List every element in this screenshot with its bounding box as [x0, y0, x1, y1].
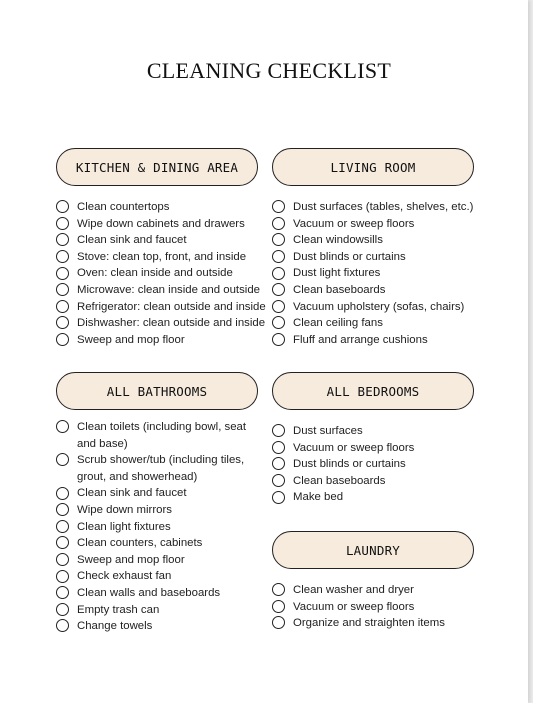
living-room-checklist [272, 199, 473, 348]
checkbox-icon[interactable] [56, 453, 69, 466]
checklist-item-label: Clean windowsills [293, 234, 383, 247]
section-heading-kitchen [56, 148, 258, 186]
checkbox-icon[interactable] [56, 233, 69, 246]
checklist-item [272, 199, 473, 216]
checklist-item [56, 299, 266, 316]
checklist-item [56, 282, 266, 299]
checklist-item-label: Vacuum upholstery (sofas, chairs) [293, 300, 465, 313]
checklist-item [272, 423, 414, 440]
checklist-item [56, 485, 267, 502]
checklist-item [272, 582, 445, 599]
checklist-item [56, 519, 267, 536]
checkbox-icon[interactable] [56, 300, 69, 313]
checklist-item-label: Clean ceiling fans [293, 317, 383, 330]
section-heading-label: LIVING ROOM [330, 159, 416, 175]
checklist-item-label: Clean countertops [77, 201, 170, 213]
checklist-item [272, 315, 473, 332]
checklist-item-label: Dust blinds or curtains [293, 458, 406, 471]
checklist-item [272, 216, 473, 233]
checklist-item [272, 440, 414, 457]
checklist-item-label: Wipe down cabinets and drawers [77, 217, 245, 230]
section-heading-living-room [272, 148, 474, 186]
checklist-item-label: Dust surfaces (tables, shelves, etc.) [293, 201, 474, 213]
checklist-item-label: Clean light fixtures [77, 520, 171, 533]
checklist-item [56, 602, 267, 619]
checklist-item-label: Stove: clean top, front, and inside [77, 250, 247, 263]
checklist-item [56, 199, 266, 216]
checklist-item-label: Scrub shower/tub (including tiles, grout, and showerhead) [77, 454, 245, 483]
checklist-item-label: Dust surfaces [293, 425, 363, 437]
section-heading-bathrooms [56, 372, 258, 410]
checklist-item [56, 265, 266, 282]
checkbox-icon[interactable] [56, 316, 69, 329]
checklist-item [272, 615, 445, 632]
section-heading-laundry [272, 531, 474, 569]
checklist-item [56, 535, 267, 552]
section-heading-bedrooms [272, 372, 474, 410]
checkbox-icon[interactable] [272, 333, 285, 346]
checklist-item [272, 599, 445, 616]
checkbox-icon[interactable] [56, 619, 69, 632]
checklist-item-label: Clean washer and dryer [293, 584, 414, 596]
checklist-item-label: Clean baseboards [293, 283, 386, 296]
checkbox-icon[interactable] [272, 491, 285, 504]
checkbox-icon[interactable] [56, 503, 69, 516]
checklist-item-label: Microwave: clean inside and outside [77, 283, 260, 296]
checkbox-icon[interactable] [272, 300, 285, 313]
laundry-checklist [272, 582, 445, 632]
checkbox-icon[interactable] [272, 233, 285, 246]
checkbox-icon[interactable] [272, 283, 285, 296]
checklist-item [56, 249, 266, 266]
checkbox-icon[interactable] [272, 250, 285, 263]
checklist-item-label: Clean baseboards [293, 474, 386, 487]
checkbox-icon[interactable] [56, 586, 69, 599]
checkbox-icon[interactable] [272, 200, 285, 213]
checkbox-icon[interactable] [272, 600, 285, 613]
checklist-item [56, 452, 267, 485]
checklist-item-label: Dishwasher: clean outside and inside [77, 317, 266, 330]
checklist-item-label: Change towels [77, 620, 153, 633]
checkbox-icon[interactable] [56, 570, 69, 583]
checkbox-icon[interactable] [272, 267, 285, 280]
checklist-item-label: Wipe down mirrors [77, 503, 172, 516]
checkbox-icon[interactable] [56, 553, 69, 566]
checklist-item-label: Fluff and arrange cushions [293, 333, 428, 346]
checklist-item [272, 456, 414, 473]
checkbox-icon[interactable] [56, 283, 69, 296]
checkbox-icon[interactable] [272, 316, 285, 329]
checklist-item [272, 249, 473, 266]
checkbox-icon[interactable] [272, 616, 285, 629]
checklist-item-label: Sweep and mop floor [77, 333, 185, 346]
checkbox-icon[interactable] [272, 457, 285, 470]
checkbox-icon[interactable] [56, 520, 69, 533]
checkbox-icon[interactable] [56, 333, 69, 346]
checkbox-icon[interactable] [56, 267, 69, 280]
checkbox-icon[interactable] [56, 603, 69, 616]
checklist-item [56, 315, 266, 332]
checkbox-icon[interactable] [56, 487, 69, 500]
checklist-item-label: Vacuum or sweep floors [293, 217, 415, 230]
checklist-item [272, 299, 473, 316]
section-heading-label: ALL BATHROOMS [106, 383, 208, 399]
checklist-item-label: Make bed [293, 491, 344, 504]
checklist-item [56, 568, 267, 585]
section-heading-label: ALL BEDROOMS [326, 383, 420, 399]
checklist-item [56, 618, 267, 635]
checklist-item [272, 282, 473, 299]
checklist-item [272, 332, 473, 349]
page-title: CLEANING CHECKLIST [146, 58, 392, 83]
checklist-item-label: Vacuum or sweep floors [293, 441, 415, 454]
checklist-item [272, 232, 473, 249]
checkbox-icon[interactable] [272, 217, 285, 230]
checklist-item [56, 585, 267, 602]
checkbox-icon[interactable] [56, 420, 69, 433]
checkbox-icon[interactable] [56, 536, 69, 549]
checkbox-icon[interactable] [56, 200, 69, 213]
checklist-item-label: Vacuum or sweep floors [293, 600, 415, 613]
bedrooms-checklist [272, 423, 414, 506]
checklist-item-label: Clean toilets (including bowl, seat and base) [77, 421, 247, 450]
checklist-item [272, 265, 473, 282]
checklist-item [272, 473, 414, 490]
checklist-item [56, 232, 266, 249]
checklist-item-label: Dust blinds or curtains [293, 250, 406, 263]
checklist-item-label: Clean counters, cabinets [77, 537, 203, 550]
checkbox-icon[interactable] [272, 583, 285, 596]
checkbox-icon[interactable] [272, 474, 285, 487]
kitchen-checklist [56, 199, 266, 348]
section-heading-label: LAUNDRY [345, 542, 401, 558]
checklist-item-label: Clean sink and faucet [77, 487, 187, 500]
checkbox-icon[interactable] [272, 441, 285, 454]
checklist-item-label: Oven: clean inside and outside [77, 267, 233, 280]
checklist-item-label: Sweep and mop floor [77, 553, 185, 566]
checklist-item-label: Dust light fixtures [293, 267, 381, 280]
checklist-item [56, 419, 267, 452]
checkbox-icon[interactable] [56, 250, 69, 263]
section-heading-label: KITCHEN & DINING AREA [75, 159, 239, 175]
checklist-item [56, 216, 266, 233]
checkbox-icon[interactable] [272, 424, 285, 437]
checklist-item [56, 552, 267, 569]
checklist-item-label: Clean walls and baseboards [77, 586, 221, 599]
checklist-item-label: Clean sink and faucet [77, 234, 187, 247]
checklist-item-label: Check exhaust fan [77, 570, 172, 583]
checkbox-icon[interactable] [56, 217, 69, 230]
checklist-item-label: Organize and straighten items [293, 617, 445, 630]
checklist-item [272, 489, 414, 506]
checklist-item [56, 332, 266, 349]
bathrooms-checklist [56, 419, 267, 635]
checklist-item-label: Empty trash can [77, 603, 160, 616]
checklist-item [56, 502, 267, 519]
checklist-item-label: Refrigerator: clean outside and inside [77, 300, 266, 313]
